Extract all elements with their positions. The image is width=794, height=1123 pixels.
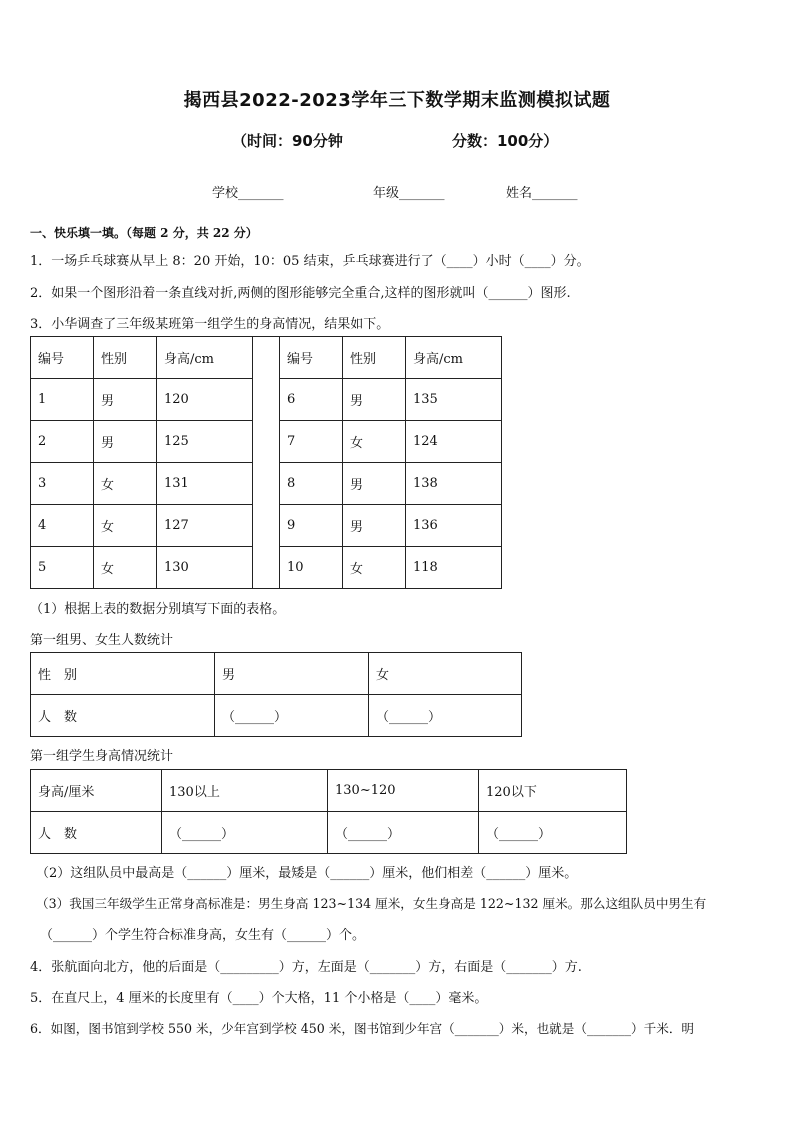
table-cell: 男 <box>215 653 369 695</box>
table-cell: 女 <box>94 505 157 547</box>
table-cell: 6 <box>280 379 343 421</box>
header-cell: 身高/cm <box>406 337 502 379</box>
table-cell: 120 <box>157 379 253 421</box>
table-cell: 5 <box>31 547 94 589</box>
table-cell: 130~120 <box>328 770 479 812</box>
answer-blank[interactable]: （______） <box>215 695 369 737</box>
height-stat-table <box>30 769 627 854</box>
table-cell: 136 <box>406 505 502 547</box>
gender-count-table <box>30 652 522 737</box>
table-cell: 女 <box>94 463 157 505</box>
table-cell: 9 <box>280 505 343 547</box>
table-cell: 130以上 <box>162 770 328 812</box>
table-cell: 男 <box>343 463 406 505</box>
question-3-3-continued: （______）个学生符合标准身高，女生有（______）个。 <box>40 928 366 943</box>
answer-blank[interactable]: （______） <box>479 812 627 854</box>
header-cell: 编号 <box>31 337 94 379</box>
table-cell: 性 别 <box>31 653 215 695</box>
grade-field: 年级_______ <box>373 186 445 201</box>
question-3-2: （2）这组队员中最高是（______）厘米，最矮是（______）厘米，他们相差（______）厘米。 <box>36 866 578 881</box>
exam-score: 分数：100分） <box>452 132 559 150</box>
table-cell: 130 <box>157 547 253 589</box>
table-cell: 男 <box>343 379 406 421</box>
table-cell: 身高/厘米 <box>31 770 162 812</box>
table-cell: 138 <box>406 463 502 505</box>
question-6: 6．如图，图书馆到学校 550 米，少年宫到学校 450 米，图书馆到少年宫（_______）米，也就是（_______）千米．明 <box>30 1021 695 1036</box>
table-row <box>31 812 627 854</box>
question-3-3: （3）我国三年级学生正常身高标准是：男生身高 123~134 厘米，女生身高是 122~132 厘米。那么这组队员中男生有 <box>36 896 707 911</box>
table-cell: 3 <box>31 463 94 505</box>
header-cell: 身高/cm <box>157 337 253 379</box>
name-field: 姓名_______ <box>506 186 578 201</box>
question-2: 2．如果一个图形沿着一条直线对折,两侧的图形能够完全重合,这样的图形就叫（______）图形. <box>30 286 571 301</box>
answer-blank[interactable]: （______） <box>328 812 479 854</box>
table-cell: 7 <box>280 421 343 463</box>
answer-blank[interactable]: （______） <box>162 812 328 854</box>
height-data-table <box>30 336 502 589</box>
school-field: 学校_______ <box>212 186 284 201</box>
table-cell: 男 <box>94 379 157 421</box>
table-cell: 女 <box>343 547 406 589</box>
question-3-1: （1）根据上表的数据分别填写下面的表格。 <box>30 602 286 617</box>
exam-time: （时间：90分钟 <box>232 132 343 150</box>
table-cell: 127 <box>157 505 253 547</box>
table-cell: 124 <box>406 421 502 463</box>
table-row <box>31 695 522 737</box>
table-cell: 4 <box>31 505 94 547</box>
question-4: 4．张航面向北方，他的后面是（_________）方，左面是（_______）方，右面是（_______）方. <box>30 960 582 975</box>
table-cell: 男 <box>94 421 157 463</box>
table-cell: 女 <box>369 653 522 695</box>
table-cell: 女 <box>94 547 157 589</box>
table-cell: 2 <box>31 421 94 463</box>
table-cell: 120以下 <box>479 770 627 812</box>
table-cell: 131 <box>157 463 253 505</box>
exam-title: 揭西县2022-2023学年三下数学期末监测模拟试题 <box>183 90 611 111</box>
table-cell: 人 数 <box>31 812 162 854</box>
header-cell: 编号 <box>280 337 343 379</box>
header-cell: 性别 <box>343 337 406 379</box>
question-3: 3．小华调查了三年级某班第一组学生的身高情况，结果如下。 <box>30 317 390 332</box>
table-cell: 8 <box>280 463 343 505</box>
table-row <box>31 653 522 695</box>
table-cell: 135 <box>406 379 502 421</box>
gender-table-caption: 第一组男、女生人数统计 <box>30 633 174 648</box>
table-header-row <box>31 337 502 379</box>
height-stat-caption: 第一组学生身高情况统计 <box>30 749 174 764</box>
header-cell: 性别 <box>94 337 157 379</box>
section-heading: 一、快乐填一填。（每题 2 分，共 22 分） <box>30 226 258 240</box>
table-cell: 男 <box>343 505 406 547</box>
table-cell: 10 <box>280 547 343 589</box>
table-divider <box>253 337 280 589</box>
table-cell: 女 <box>343 421 406 463</box>
question-5: 5．在直尺上，4 厘米的长度里有（____）个大格，11 个小格是（____）毫米。 <box>30 991 488 1006</box>
table-cell: 人 数 <box>31 695 215 737</box>
table-cell: 1 <box>31 379 94 421</box>
table-cell: 118 <box>406 547 502 589</box>
table-cell: 125 <box>157 421 253 463</box>
table-row <box>31 770 627 812</box>
answer-blank[interactable]: （______） <box>369 695 522 737</box>
question-1: 1．一场乒乓球赛从早上 8：20 开始，10：05 结束，乒乓球赛进行了（____）小时（____）分。 <box>30 254 590 269</box>
